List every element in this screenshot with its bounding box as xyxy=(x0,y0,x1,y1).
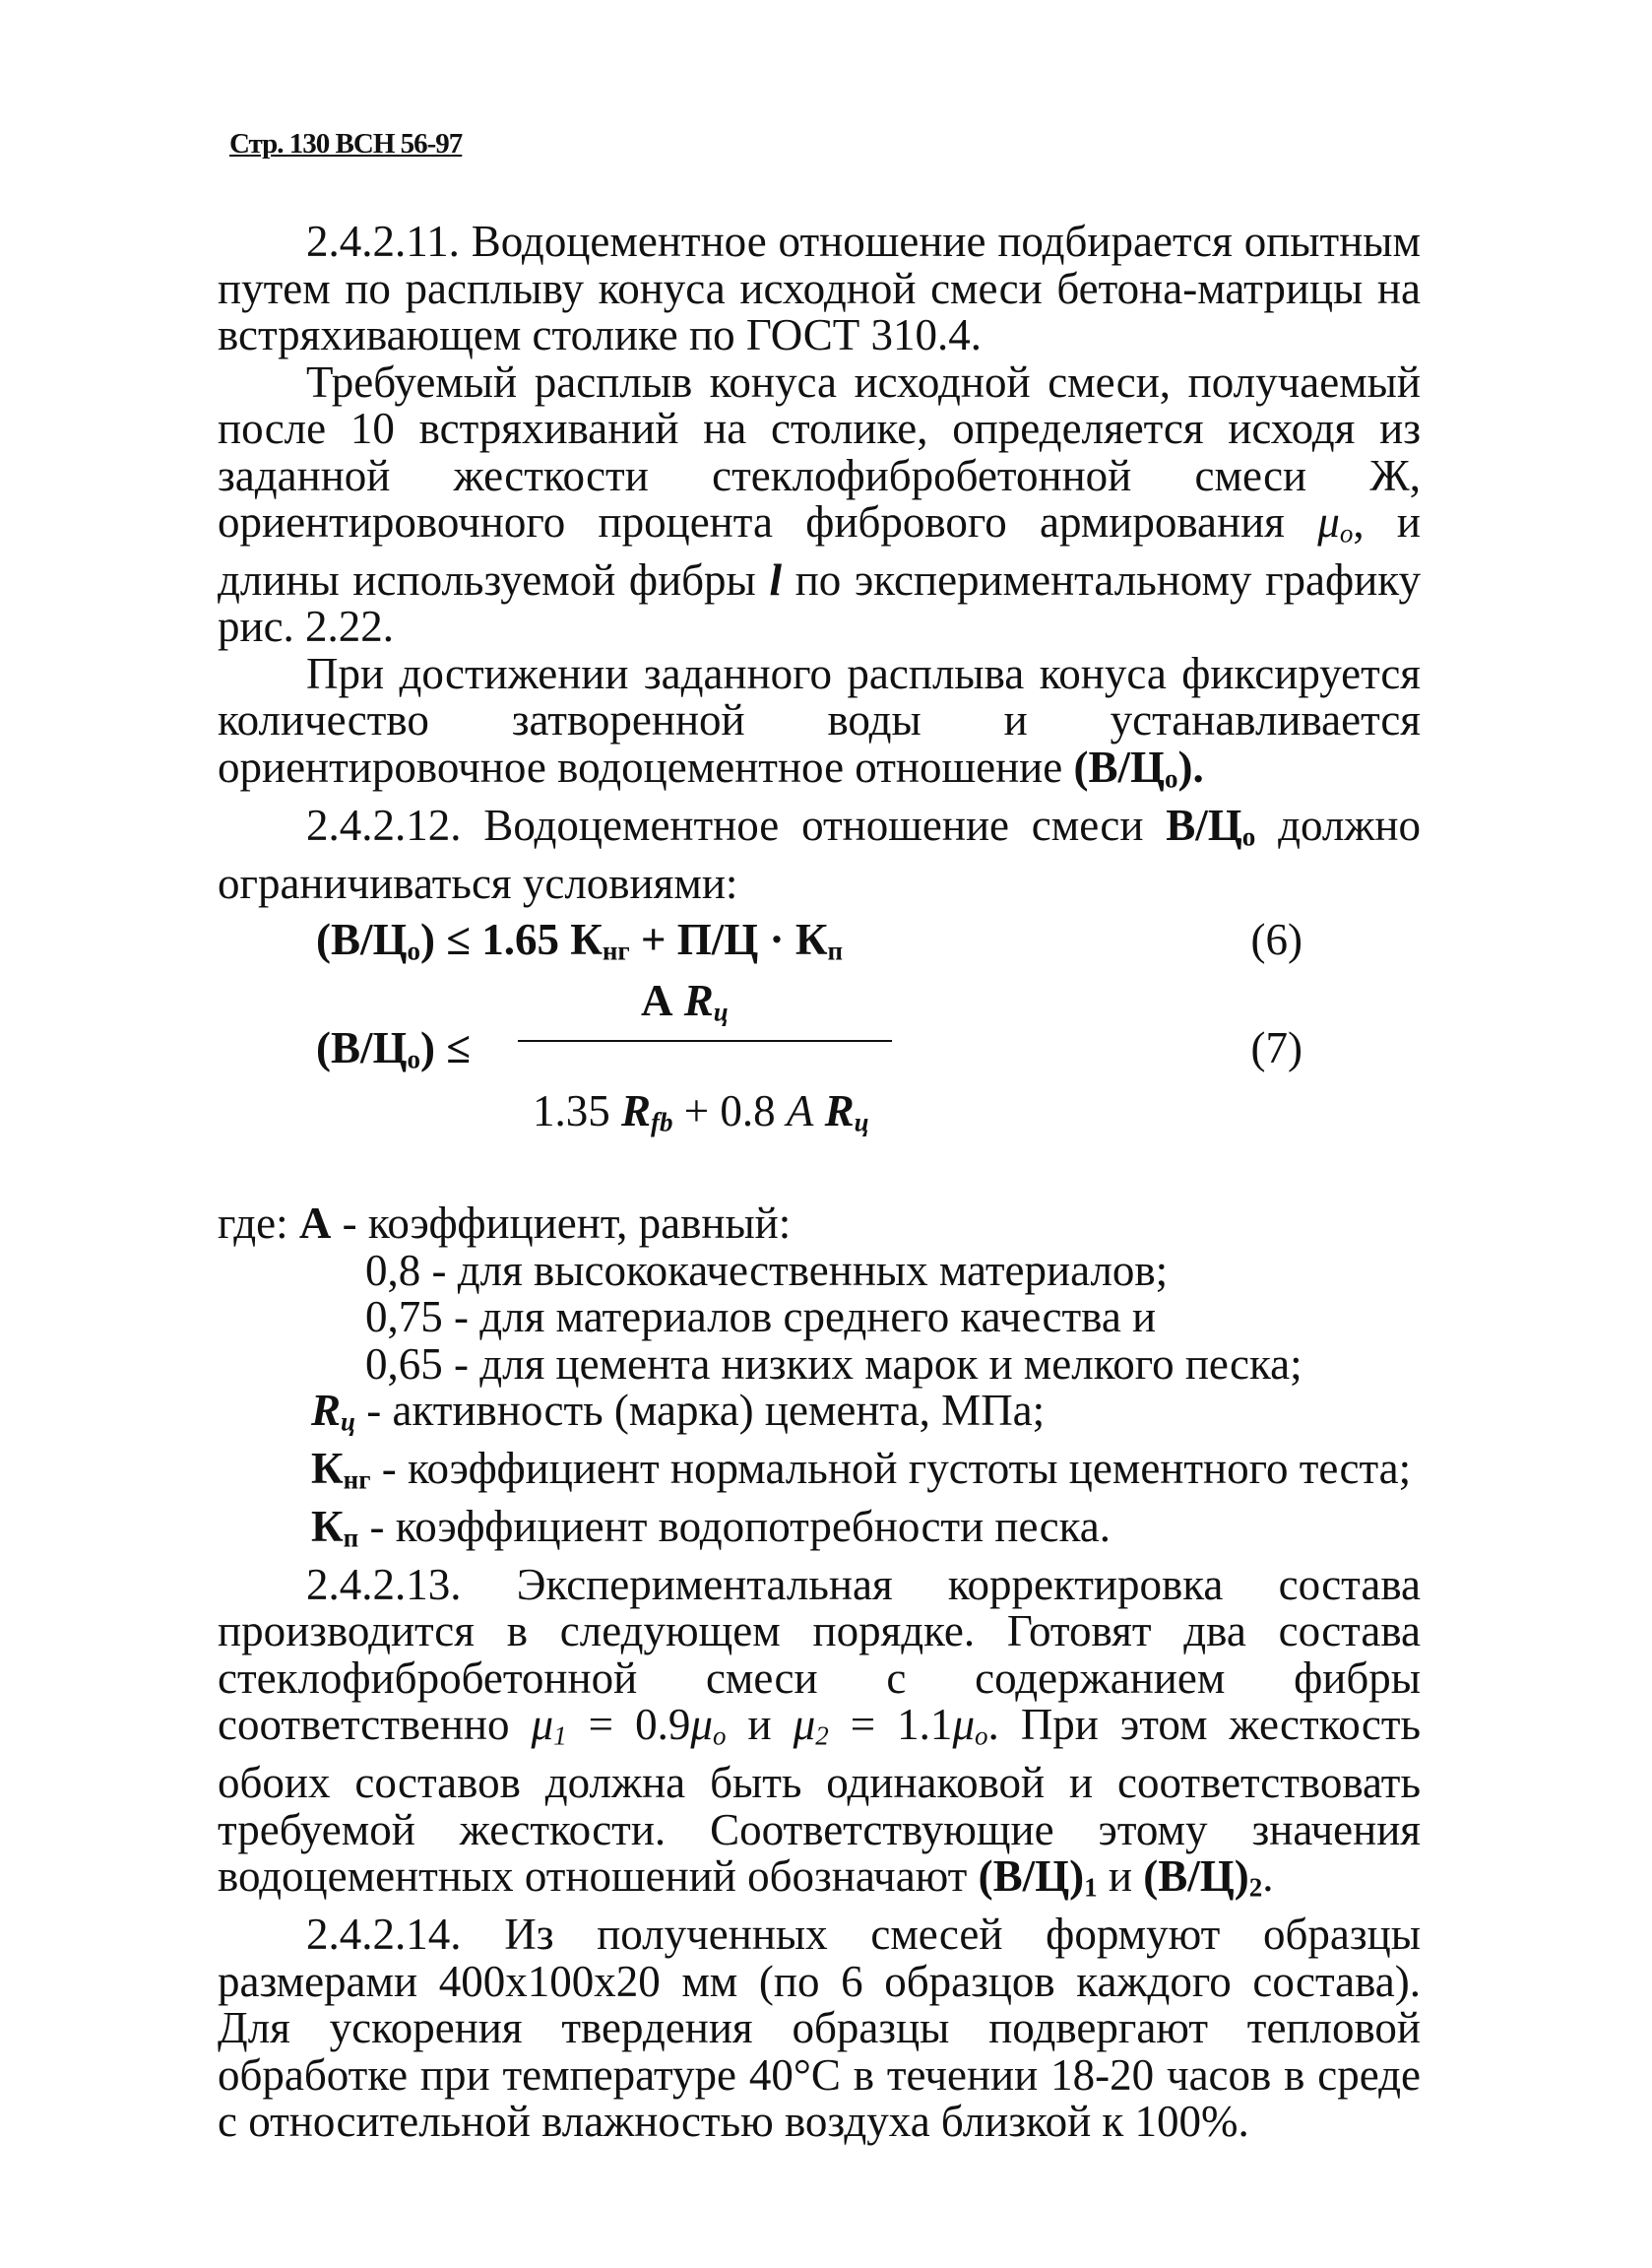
l-symbol: l xyxy=(769,554,782,605)
formula-7-fraction-bar xyxy=(518,1040,892,1042)
list-item: 0,8 - для высококачественных материалов; xyxy=(365,1245,1169,1295)
formula-7-lhs: $(В/Ц_о)$ ≤ xyxy=(316,1023,471,1074)
vc-o-symbol: $(В/Ц_о)$. xyxy=(1073,742,1204,794)
vc-o-inline: $В/Ц_о$ xyxy=(1166,800,1256,852)
coefficient-a-symbol: А xyxy=(298,1199,332,1249)
paragraph-2-4-2-12 xyxy=(218,800,1421,908)
paragraph-2-4-2-13: 2.4.2.13. Экспериментальная корректировка состава производится в следующем порядке. Готовят два состава стеклофибробетонной смеси с содержанием фибры соответственно $\mu_1 = 0.9\mu_o$ и $\mu_2 = 1.1\mu_o$. При этом жесткость обоих составов должна быть одинаковой и соответствовать требуемой жесткости. Соответствующие этому значения водоцементных отношений обозначают $(В/Ц)_1$ и $(В/Ц)_2$. xyxy=(218,1559,1422,1903)
formula-6 xyxy=(218,907,1421,978)
page-content xyxy=(218,219,1421,2146)
paragraph-spread-text-b: , и длины используемой фибры xyxy=(218,497,1421,605)
list-item: 0,65 - для цемента низких марок и мелкого песка; xyxy=(365,1338,1303,1389)
paragraph-spread-text-a: Требуемый расплыв конуса исходной смеси, получаемый после 10 встряхиваний на столике, определяется исходя из заданной жесткости стеклофибробетонной смеси Ж, ориентировочного процента фибрового армирования xyxy=(218,356,1421,547)
formula-7-numerator: А $R_ц$ xyxy=(641,976,729,1027)
formula-7-number: (7) xyxy=(1250,1023,1303,1073)
mu2-symbol: $\mu_2$ xyxy=(793,1700,829,1751)
mu-o-symbol: $\mu_o$ xyxy=(1317,497,1354,549)
list-item: 0,75 - для материалов среднего качества и xyxy=(365,1292,1157,1342)
paragraph-spread-text-c: по экспериментальному графику рис. 2.22. xyxy=(218,554,1421,652)
formula-6-expression: $(В/Ц_о) \le 1.65$ $К_{нг} + П/Ц \cdot К_п$ xyxy=(316,915,844,966)
formula-6-number: (6) xyxy=(1250,915,1303,965)
paragraph-reach xyxy=(218,648,1421,803)
where-text: - коэффициент, равный: xyxy=(342,1199,792,1249)
mu1-symbol: $\mu_1$ xyxy=(531,1700,567,1751)
definition-kp: $К_п$ - коэффициент водопотребности песка. xyxy=(311,1501,1111,1553)
page-header: Стр. 130 ВСН 56-97 xyxy=(229,128,463,160)
paragraph-spread xyxy=(218,356,1421,652)
paragraph-2-4-2-12-text-a: 2.4.2.12. Водоцементное отношение смеси xyxy=(306,800,1144,850)
paragraph-2-4-2-14: 2.4.2.14. Из полученных смесей формуют образцы размерами 400х100х20 мм (по 6 образцов каждого состава). Для ускорения твердения образцы подвергают тепловой обработке при температуре 40°С в течении 18-20 часов в среде с относительной влажностью воздуха близкой к 100%. xyxy=(218,1910,1421,2147)
formula-7 xyxy=(218,978,1421,1165)
paragraph-reach-text-a: При достижении заданного расплыва конуса фиксируется количество затворенной воды и устанавливается ориентировочное водоцементное отношение xyxy=(218,648,1421,792)
where-line: где: А - коэффициент, равный: xyxy=(218,1199,792,1249)
formula-7-denominator: 1.35 $R_{fb} + 0.8$ A $R_ц$ xyxy=(533,1086,869,1137)
definition-r: $R_ц$ - активность (марка) цемента, МПа; xyxy=(311,1386,1046,1437)
paragraph-2-4-2-11: 2.4.2.11. Водоцементное отношение подбирается опытным путем по расплыву конуса исходной смеси бетона-матрицы на встряхивающем столике по ГОСТ 310.4. xyxy=(218,217,1421,359)
definition-k: $К_{нг}$ - коэффициент нормальной густоты цементного теста; xyxy=(311,1444,1412,1495)
paragraph-2-4-2-12-text-c: должно ограничиваться условиями: xyxy=(218,800,1421,908)
